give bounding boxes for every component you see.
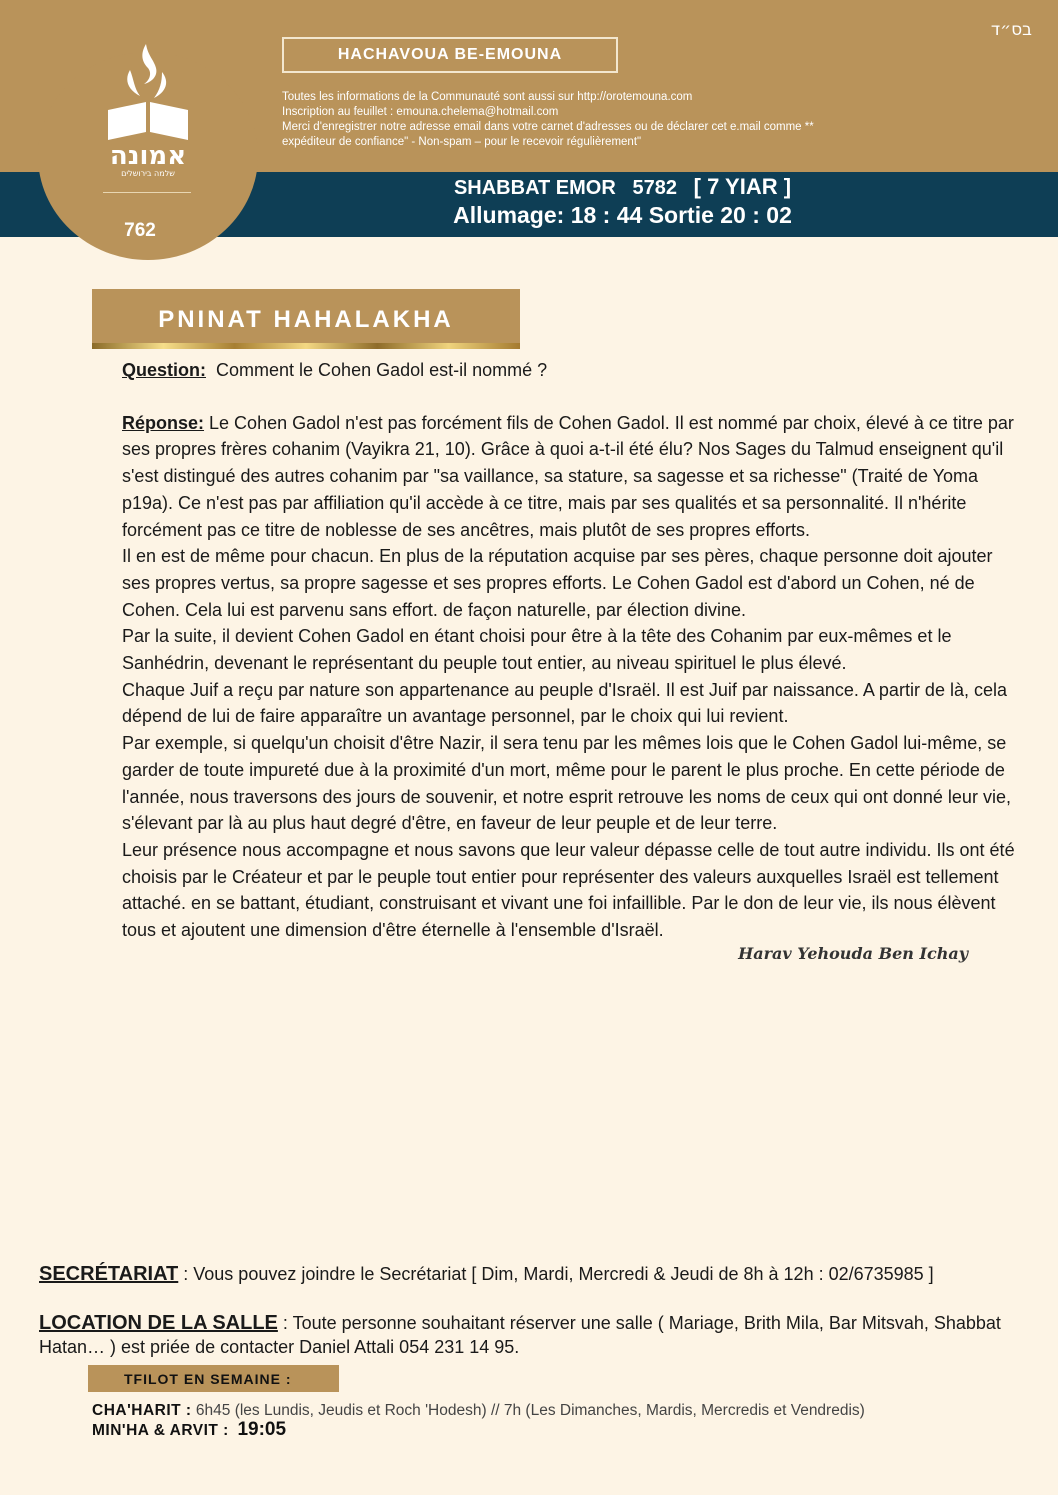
paragraph-text: Le Cohen Gadol n'est pas forcément fils de Cohen Gadol. Il est nommé par choix, élevé à ce titre par ses propres frères cohanim (Vayikra 21, 10). Grâce à quoi a-t-il été élu? Nos Sages du Talmud enseignent qu'il s'est distingué des autres cohanim par "sa vaillance, sa stature, sa sagesse et sa richesse" (Traité de Yoma p19a). Ce n'est pas par affiliation qu'il accède à ce titre, mais par ses qualités et sa personnalité. Il n'hérite forcément pas ce titre de noblesse de ses ancêtres, mais plutôt de ses propres efforts. [122,412,1014,540]
candle-times: Allumage: 18 : 44 Sortie 20 : 02 [453,202,792,228]
info-line: Toutes les informations de la Communauté sont aussi sur http://orotemouna.com [282,91,693,103]
minha-time: 19:05 [237,1419,287,1440]
shabbat-block [400,172,845,229]
svg-text:שלמה בירושלים: שלמה בירושלים [121,169,175,178]
section-banner [92,289,520,349]
secretariat-text: : Vous pouvez joindre le Secrétariat [ Dim, Mardi, Mercredi & Jeudi de 8h à 12h : 02/6735985 ] [178,1264,934,1284]
paragraph: Il en est de même pour chacun. En plus de la réputation acquise par ses pères, chaque personne doit ajouter ses propres vertus, sa propre sagesse et ses propres efforts. Le Cohen Gadol est d'abord un Cohen, né de Cohen. Cela lui est parvenu sans effort. de façon naturelle, par élection divine. [122,546,993,620]
location-label: LOCATION DE LA SALLE [39,1312,278,1334]
minha-row [92,1420,1042,1440]
year: 5782 [632,177,677,199]
chaharit-text: 6h45 (les Lundis, Jeudis et Roch 'Hodesh) // 7h (Les Dimanches, Mardis, Mercredis et Vendredis) [191,1402,865,1419]
paragraph: Chaque Juif a reçu par nature son appartenance au peuple d'Israël. Il est Juif par naissance. A partir de là, cela dépend de lui de faire apparaître un avantage personnel, par le choix qui lui revient. [122,679,1007,727]
question-text: Comment le Cohen Gadol est-il nommé ? [216,360,548,380]
info-line: Merci d'enregistrer notre adresse email dans votre carnet d'adresses ou de déclarer cet e.mail comme ** [282,121,814,133]
info-line: Inscription au feuillet : emouna.chelema@hotmail.com [282,106,559,118]
article [122,357,1022,964]
bsd-mark: בס״ד [990,20,1032,40]
section-title: PNINAT HAHALAKHA [158,306,454,333]
paragraph: Par exemple, si quelqu'un choisit d'être Nazir, il sera tenu par les mêmes lois que le Cohen Gadol lui-même, se garder de toute impureté due à la proximité d'un mort, même pour le parent le plus proche. En cette période de l'année, nous traversons des jours de souvenir, et notre esprit retrouve les noms de ceux qui ont donné leur vie, s'élevant par là au plus haut degré d'être, en faveur de leur peuple et de leur terre. [122,733,1011,834]
gold-stripe [92,343,520,349]
paragraph: Leur présence nous accompagne et nous savons que leur valeur dépasse celle de tout autre individu. Ils ont été choisis par le Créateur et par le peuple tout entier pour représenter des valeurs auxquelles Israël est tellement attaché. en se battant, étudiant, construisant et vivant une foi infaillible. Par le don de leur vie, ils nous élèvent tous et ajoutent une dimension d'être éternelle à l'ensemble d'Israël. [122,839,1015,941]
secretariat-label: SECRÉTARIAT [39,1263,179,1285]
prayer-times [92,1401,1042,1440]
svg-text:אמונה: אמונה [109,141,187,171]
location-info [39,1311,1029,1359]
secretariat-info [39,1262,1029,1286]
chaharit-label: CHA'HARIT : [92,1402,192,1419]
location-text: : Toute personne souhaitant réserver une salle ( Mariage, Brith Mila, Bar Mitsvah, Shabbat Hatan… ) est priée de contacter Daniel Attali 054 231 14 95. [39,1313,1001,1357]
issue-number: 762 [124,220,156,241]
minha-label: MIN'HA & ARVIT : [92,1422,229,1439]
answer-label: Réponse: [122,412,205,433]
question-label: Question: [122,360,206,380]
author-signature: Harav Yehouda Ben Ichay [738,943,968,963]
hebrew-date: [ 7 YIAR ] [693,174,792,199]
info-line: expéditeur de confiance" - Non-spam – pour le recevoir régulièrement" [282,136,642,148]
logo-divider [103,192,191,193]
shabbat-label: SHABBAT EMOR [453,177,616,199]
newsletter-title: HACHAVOUA BE-EMOUNA [282,37,618,73]
chaharit-row [92,1401,1042,1420]
paragraph: Par la suite, il devient Cohen Gadol en étant choisi pour être à la tête des Cohanim par eux-mêmes et le Sanhédrin, devenant le représentant du peuple tout entier, au niveau spirituel le plus élevé. [122,626,952,674]
info-block [282,90,982,150]
question [122,357,1022,384]
emouna-logo [100,40,196,180]
answer-paragraph [122,410,1022,544]
tfilot-title: TFILOT EN SEMAINE : [88,1365,339,1392]
